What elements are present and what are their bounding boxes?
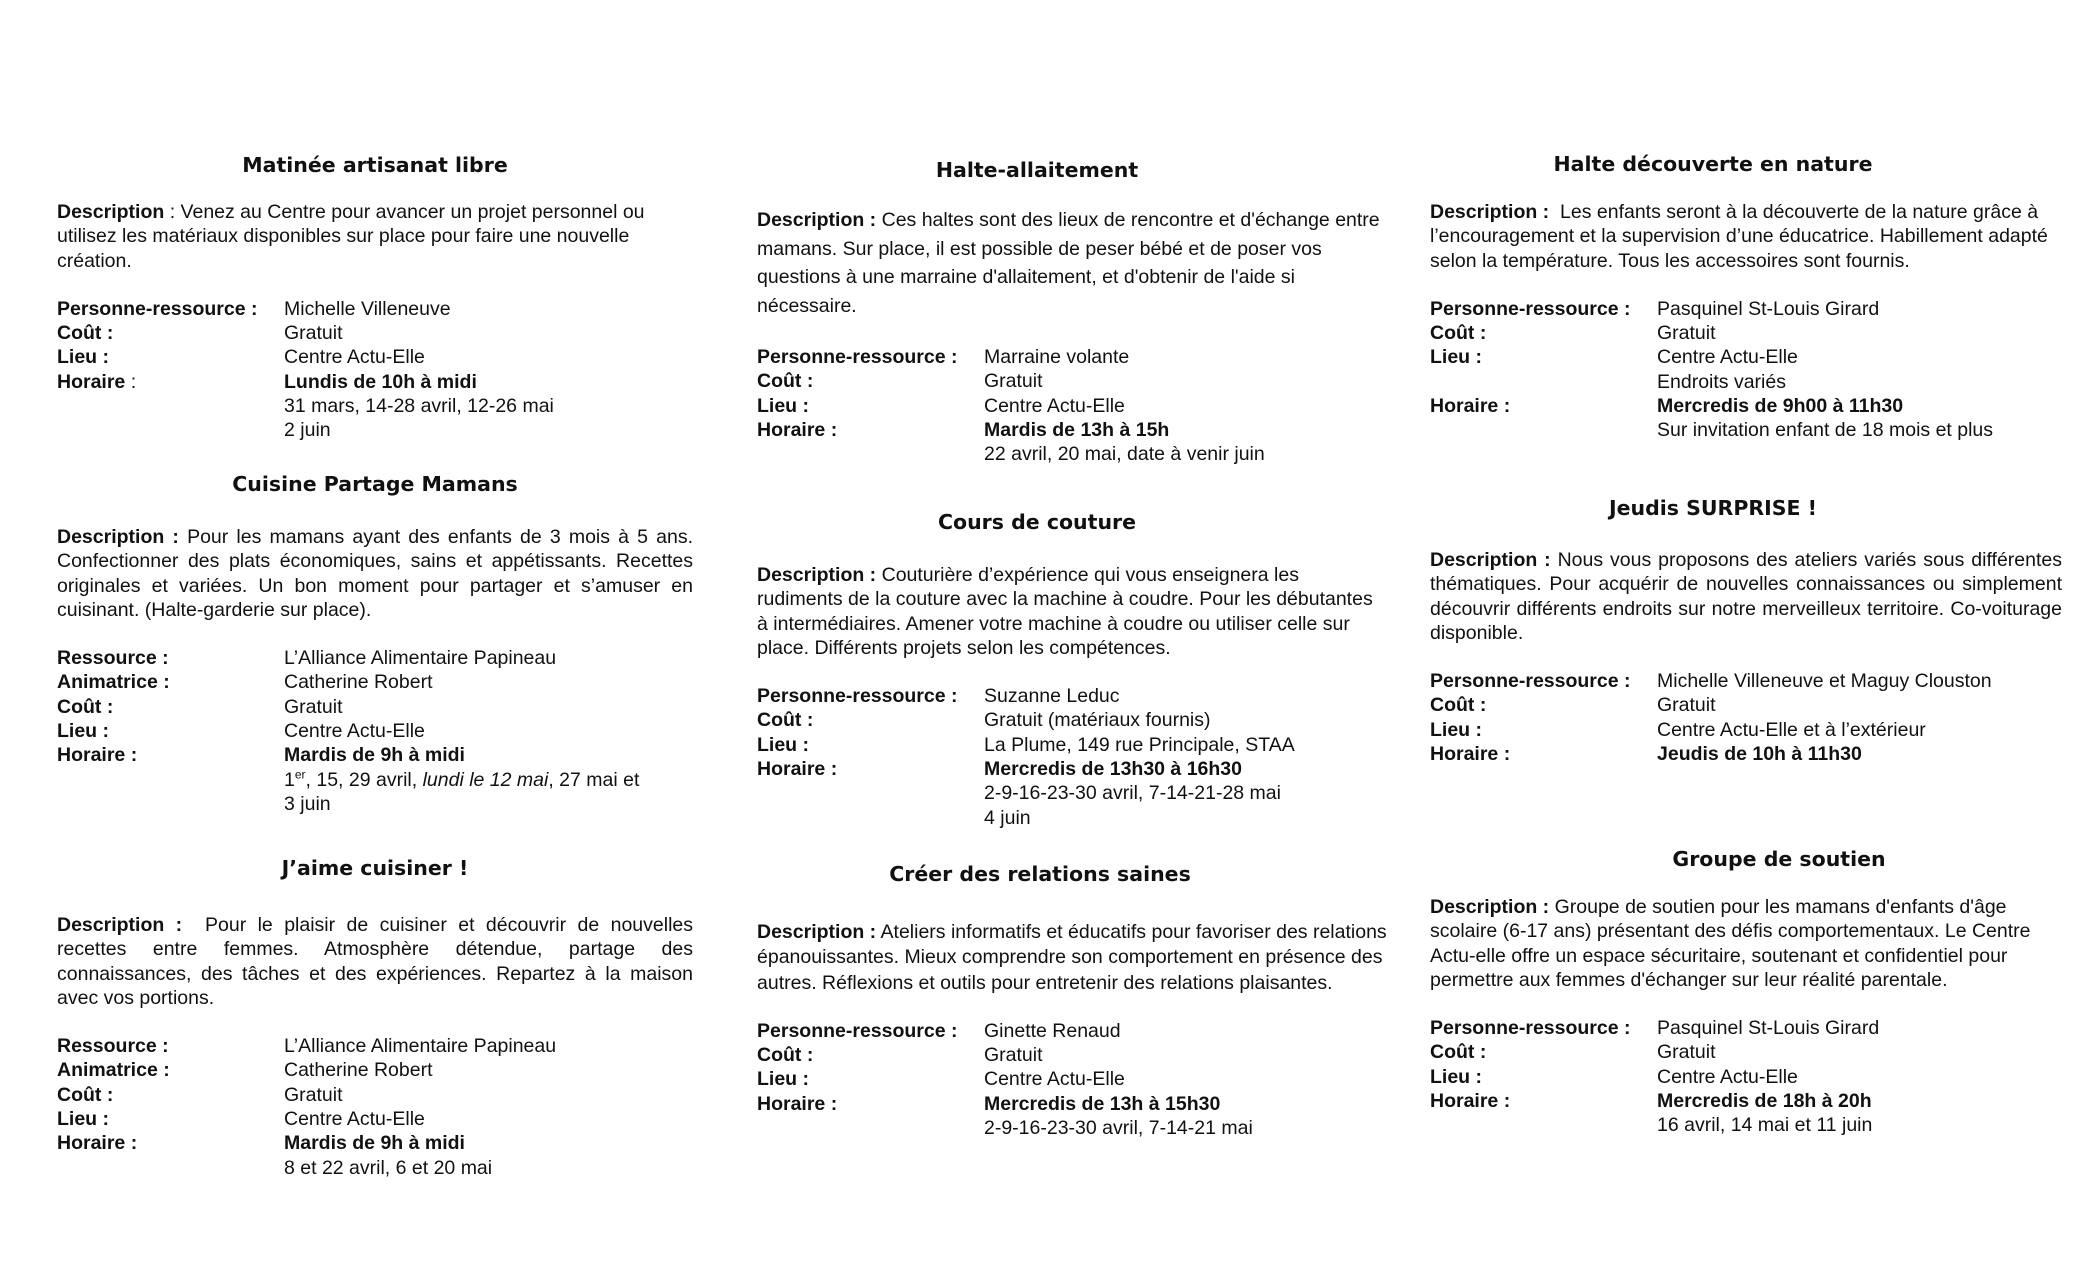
section-description <box>57 525 693 622</box>
description-label: Description : <box>1430 549 1551 571</box>
info-row-location: Lieu : Centre Actu-Elle <box>757 394 1125 417</box>
info-row-resource: Personne-ressource : Michelle Villeneuve <box>57 297 451 320</box>
section-description <box>757 563 1383 660</box>
info-row-location: Lieu : Centre Actu-Elle et à l’extérieur <box>1430 718 1926 741</box>
section-title: Cours de couture <box>937 510 1137 534</box>
description-text: Ateliers informatifs et éducatifs pour favoriser des relations épanouissantes. Mieux comprendre son comportement en présence des autres. Réflexions et outils pour entretenir des relations plaisantes. <box>757 921 1387 994</box>
info-row-schedule: Horaire : Mercredis de 13h à 15h30 2-9-16-23-30 avril, 7-14-21 mai <box>757 1092 1253 1140</box>
description-text: Les enfants seront à la découverte de la nature grâce à l’encouragement et la supervision d’une éducatrice. Habillement adapté selon la température. Tous les accessoires sont fournis. <box>1430 201 2054 272</box>
info-row-resource: Personne-ressource : Marraine volante <box>757 346 1130 368</box>
info-row-location: Lieu : Centre Actu-Elle <box>57 346 425 369</box>
info-row-cost: Coût : Gratuit (matériaux fournis) <box>757 709 1211 732</box>
info-row-location: Lieu : Centre Actu-Elle Endroits variés <box>1430 346 1798 393</box>
description-text: Couturière d’expérience qui vous enseignera les rudiments de la couture avec la machine à coudre. Pour les débutantes à intermédiaires. Amener votre machine à coudre ou utiliser celle sur place. Différents projets selon les compétences. <box>757 564 1373 659</box>
section-halte-nature <box>1430 150 2062 443</box>
section-cours-couture <box>757 508 1383 830</box>
info-row-location: Lieu : Centre Actu-Elle <box>57 720 425 743</box>
section-jeudis-surprise <box>1430 494 2062 766</box>
info-row-cost: Coût : Gratuit <box>57 322 343 345</box>
section-title: J’aime cuisiner ! <box>281 856 469 880</box>
info-table <box>757 684 1383 830</box>
description-text: Groupe de soutien pour les mamans d'enfants d'âge scolaire (6-17 ans) présentant des défis comportementaux. Le Centre Actu-elle offre un espace sécuritaire, soutenant et confidentiel pour permettre aux femmes d'échanger sur leur réalité parentale. <box>1430 896 2031 991</box>
section-title: Halte-allaitement <box>935 158 1139 182</box>
description-text: Ces haltes sont des lieux de rencontre et d'échange entre mamans. Sur place, il est possible de peser bébé et de poser vos questions à une marraine d'allaitement, et d'obtenir de l'aide si nécessaire. <box>757 209 1380 317</box>
info-row-cost: Coût : Gratuit <box>57 1083 343 1106</box>
section-title: Halte découverte en nature <box>1553 152 1873 176</box>
info-table <box>1430 669 2062 766</box>
section-title: Matinée artisanat libre <box>242 153 508 177</box>
info-row-schedule: Horaire : Jeudis de 10h à 11h30 <box>1430 743 1862 766</box>
info-row-schedule: Horaire : Mardis de 13h à 15h 22 avril, 20 mai, date à venir juin <box>757 418 1265 466</box>
section-description: Description : Venez au Centre pour avancer un projet personnel ou utilisez les matériaux disponibles sur place pour faire une nouvelle création. <box>57 201 645 272</box>
section-groupe-soutien <box>1430 845 2062 1138</box>
section-description <box>757 206 1383 320</box>
info-table <box>57 646 693 816</box>
info-row-schedule: Horaire : Mercredis de 13h30 à 16h30 2-9-16-23-30 avril, 7-14-21-28 mai 4 juin <box>757 758 1281 829</box>
description-label: Description : <box>57 914 183 936</box>
section-description <box>1430 548 2062 645</box>
description-label: Description : <box>757 564 877 586</box>
section-title: Créer des relations saines <box>889 862 1191 886</box>
section-relations-saines <box>757 860 1389 1140</box>
info-row-cost: Coût : Gratuit <box>1430 694 1716 717</box>
description-text: Nous vous proposons des ateliers variés sous différentes thématiques. Pour acquérir de nouvelles connaissances ou simplement découvrir différents endroits sur notre merveilleux territoire. Co-voiturage disponible. <box>1430 549 2062 644</box>
info-row-schedule: Horaire : Lundis de 10h à midi 31 mars, 14-28 avril, 12-26 mai 2 juin <box>57 370 554 442</box>
info-row-resource: Personne-ressource : Pasquinel St-Louis Girard <box>1430 1017 1880 1040</box>
section-title: Jeudis SURPRISE ! <box>1608 496 1818 520</box>
info-row-location: Lieu : Centre Actu-Elle <box>1430 1065 1798 1088</box>
description-text: Venez au Centre pour avancer un projet personnel ou utilisez les matériaux disponibles sur place pour faire une nouvelle création. <box>57 201 645 272</box>
info-row-schedule: Horaire : Mercredis de 18h à 20h 16 avril, 14 mai et 11 juin <box>1430 1090 1873 1137</box>
info-row-schedule: Horaire : Mardis de 9h à midi 8 et 22 avril, 6 et 20 mai <box>57 1132 493 1179</box>
info-row-resource: Personne-ressource : Ginette Renaud <box>757 1019 1121 1042</box>
info-row-cost: Coût : Gratuit <box>1430 1041 1716 1064</box>
description-text: Pour le plaisir de cuisiner et découvrir de nouvelles recettes entre femmes. Atmosphère détendue, partage des connaissances, des tâches et des expériences. Repartez à la maison avec vos portions. <box>57 914 699 1009</box>
section-description <box>757 920 1389 996</box>
info-row-cost: Coût : Gratuit <box>1430 322 1716 345</box>
description-label: Description : <box>757 209 877 231</box>
description-label: Description : <box>1430 201 1550 223</box>
section-description <box>1430 200 2062 273</box>
info-table <box>57 1034 693 1180</box>
info-table <box>1430 297 2062 443</box>
section-matinee-artisanat <box>57 151 693 443</box>
info-row-host: Animatrice : Catherine Robert <box>57 1059 433 1082</box>
info-row-location: Lieu : La Plume, 149 rue Principale, STAA <box>757 733 1295 756</box>
description-text: Pour les mamans ayant des enfants de 3 mois à 5 ans. Confectionner des plats économiques, sains et appétissants. Recettes originales et variées. Un bon moment pour partager et s’amuser en cuisinant. (Halte-garderie sur place). <box>57 526 693 621</box>
info-row-host: Animatrice : Catherine Robert <box>57 671 433 694</box>
info-row-schedule: Horaire : Mardis de 9h à midi 1er, 15, 29 avril, lundi le 12 mai, 27 mai et 3 juin <box>57 744 640 815</box>
section-title: Groupe de soutien <box>1672 847 1886 871</box>
section-description <box>1430 895 2062 992</box>
info-row-cost: Coût : Gratuit <box>757 1044 1043 1067</box>
info-row-resource: Personne-ressource : Michelle Villeneuve et Maguy Clouston <box>1430 670 1992 693</box>
description-label: Description : <box>1430 896 1550 918</box>
info-row-cost: Coût : Gratuit <box>57 695 343 718</box>
section-jaime-cuisiner <box>57 854 699 1180</box>
info-table <box>1430 1016 2062 1137</box>
info-row-cost: Coût : Gratuit <box>757 370 1043 393</box>
section-title: Cuisine Partage Mamans <box>232 472 518 496</box>
description-label: Description : <box>757 921 877 943</box>
section-cuisine-partage <box>57 470 693 816</box>
section-description <box>57 913 699 1010</box>
info-row-resource: Ressource : L’Alliance Alimentaire Papineau <box>57 647 557 670</box>
info-row-resource: Personne-ressource : Pasquinel St-Louis Girard <box>1430 297 1880 320</box>
description-label: Description <box>57 201 165 223</box>
description-label: Description : <box>57 526 179 548</box>
info-table <box>57 297 693 443</box>
info-row-resource: Ressource : L’Alliance Alimentaire Papineau <box>57 1035 557 1058</box>
info-row-location: Lieu : Centre Actu-Elle <box>57 1108 425 1131</box>
info-table <box>757 1019 1389 1140</box>
info-row-resource: Personne-ressource : Suzanne Leduc <box>757 685 1120 708</box>
section-halte-allaitement <box>757 156 1383 466</box>
info-row-location: Lieu : Centre Actu-Elle <box>757 1068 1125 1091</box>
info-table <box>757 345 1383 466</box>
info-row-schedule: Horaire : Mercredis de 9h00 à 11h30 Sur invitation enfant de 18 mois et plus <box>1430 395 1994 442</box>
